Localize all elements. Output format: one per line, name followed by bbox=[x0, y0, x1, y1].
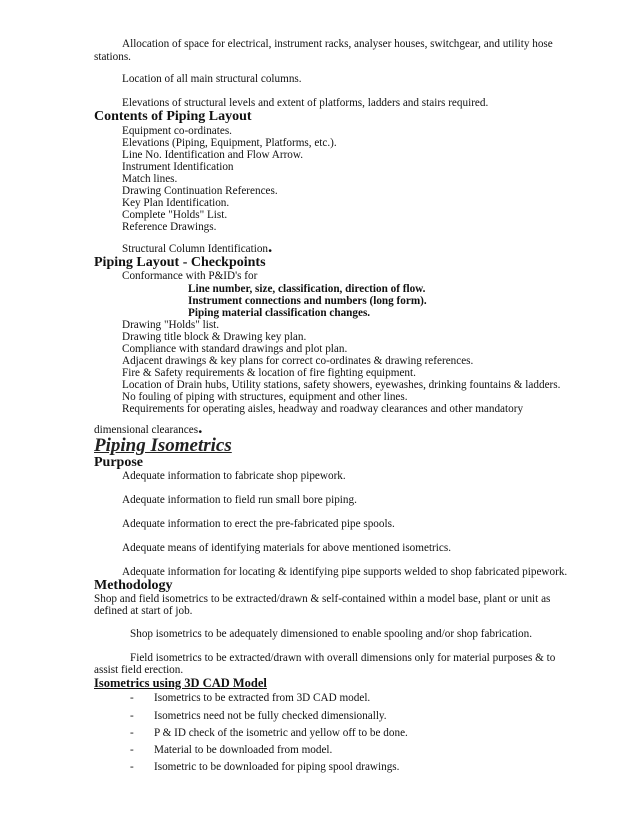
methodology-paragraph-3: Field isometrics to be extracted/drawn with overall dimensions only for material purposes & to bbox=[130, 652, 556, 664]
contents-last-item-text: Structural Column Identification bbox=[122, 243, 269, 255]
checkpoints-item: Compliance with standard drawings and plot plan. bbox=[122, 343, 348, 355]
purpose-item: Adequate information to fabricate shop pipework. bbox=[122, 470, 346, 482]
contents-item: Line No. Identification and Flow Arrow. bbox=[122, 149, 304, 161]
cad-item-bullet: - bbox=[130, 744, 134, 756]
contents-item: Equipment co-ordinates. bbox=[122, 125, 232, 137]
intro-paragraph-3: Elevations of structural levels and extent of platforms, ladders and stairs required. bbox=[122, 97, 489, 109]
intro-paragraph-2: Location of all main structural columns. bbox=[122, 73, 302, 85]
cad-item-bullet: - bbox=[130, 727, 134, 739]
purpose-item: Adequate information to erect the pre-fabricated pipe spools. bbox=[122, 518, 395, 530]
contents-item: Instrument Identification bbox=[122, 161, 234, 173]
checkpoints-item: No fouling of piping with structures, equipment and other lines. bbox=[122, 391, 408, 403]
methodology-heading: Methodology bbox=[94, 578, 173, 593]
cad-item-bullet: - bbox=[130, 710, 134, 722]
methodology-paragraph-2: Shop isometrics to be adequately dimensioned to enable spooling and/or shop fabrication. bbox=[130, 628, 533, 640]
cad-item: P & ID check of the isometric and yellow off to be done. bbox=[154, 727, 408, 739]
cad-item: Isometrics need not be fully checked dimensionally. bbox=[154, 710, 387, 722]
cad-item: Material to be downloaded from model. bbox=[154, 744, 333, 756]
isometrics-title: Piping Isometrics bbox=[94, 435, 232, 456]
methodology-paragraph-1: Shop and field isometrics to be extracted/drawn & self-contained within a model base, plant or unit as bbox=[94, 593, 551, 605]
cad-item-bullet: - bbox=[130, 761, 134, 773]
contents-last-item bbox=[122, 237, 273, 256]
cad-item: Isometric to be downloaded for piping spool drawings. bbox=[154, 761, 400, 773]
contents-last-item-mark: . bbox=[268, 237, 273, 256]
contents-item: Drawing Continuation References. bbox=[122, 185, 278, 197]
contents-item: Reference Drawings. bbox=[122, 221, 217, 233]
checkpoints-bold-item: Instrument connections and numbers (long form). bbox=[188, 295, 427, 307]
checkpoints-item: Drawing title block & Drawing key plan. bbox=[122, 331, 307, 343]
contents-item: Key Plan Identification. bbox=[122, 197, 230, 209]
purpose-item: Adequate information to field run small bore piping. bbox=[122, 494, 357, 506]
purpose-heading: Purpose bbox=[94, 455, 143, 470]
intro-paragraph-1: Allocation of space for electrical, instrument racks, analyser houses, switchgear, and utility hose bbox=[122, 38, 553, 50]
checkpoints-tail-mark: . bbox=[198, 418, 203, 437]
contents-item: Complete "Holds" List. bbox=[122, 209, 228, 221]
checkpoints-item: Requirements for operating aisles, headway and roadway clearances and other mandatory bbox=[122, 403, 524, 415]
contents-heading: Contents of Piping Layout bbox=[94, 109, 252, 124]
cad-item: Isometrics to be extracted from 3D CAD model. bbox=[154, 692, 371, 704]
purpose-item: Adequate information for locating & identifying pipe supports welded to shop fabricated pipework. bbox=[122, 566, 568, 578]
checkpoints-item: Location of Drain hubs, Utility stations, safety showers, eyewashes, drinking fountains & ladders. bbox=[122, 379, 561, 391]
cad-heading: Isometrics using 3D CAD Model bbox=[94, 676, 267, 690]
checkpoints-tail-text: dimensional clearances bbox=[94, 424, 199, 436]
methodology-paragraph-3-cont: assist field erection. bbox=[94, 664, 184, 676]
methodology-paragraph-1-cont: defined at start of job. bbox=[94, 605, 193, 617]
purpose-item: Adequate means of identifying materials for above mentioned isometrics. bbox=[122, 542, 451, 554]
contents-item: Elevations (Piping, Equipment, Platforms, etc.). bbox=[122, 137, 337, 149]
checkpoints-item: Adjacent drawings & key plans for correct co-ordinates & drawing references. bbox=[122, 355, 474, 367]
checkpoints-item: Drawing "Holds" list. bbox=[122, 319, 220, 331]
cad-item-bullet: - bbox=[130, 692, 134, 704]
checkpoints-bold-item: Line number, size, classification, direction of flow. bbox=[188, 283, 426, 295]
checkpoints-bold-item: Piping material classification changes. bbox=[188, 307, 371, 319]
checkpoints-item: Fire & Safety requirements & location of fire fighting equipment. bbox=[122, 367, 416, 379]
contents-item: Match lines. bbox=[122, 173, 178, 185]
intro-paragraph-1-cont: stations. bbox=[94, 51, 131, 63]
checkpoints-conformance: Conformance with P&ID's for bbox=[122, 270, 258, 282]
checkpoints-heading: Piping Layout - Checkpoints bbox=[94, 255, 266, 270]
